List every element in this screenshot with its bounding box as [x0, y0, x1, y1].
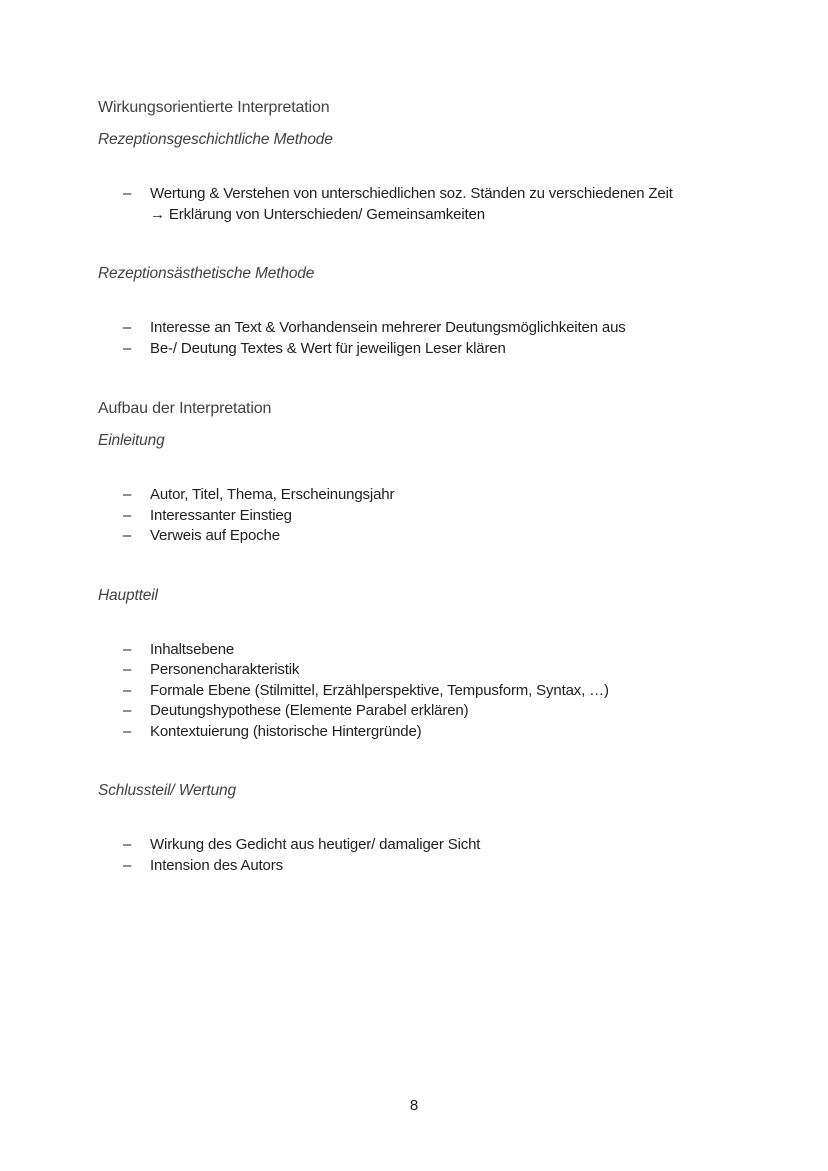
subheading-rezeptionsgeschichtliche-methode: Rezeptionsgeschichtliche Methode	[98, 131, 333, 148]
list-item-text: Inhaltsebene	[150, 640, 235, 658]
dash-bullet: –	[123, 527, 132, 544]
bullet-list-schlussteil	[98, 835, 738, 876]
list-item	[98, 660, 738, 681]
bullet-list-rezeptionsgeschichtliche	[98, 184, 738, 225]
dash-bullet: –	[123, 702, 132, 719]
dash-bullet: –	[123, 836, 132, 853]
bullet-list-rezeptionsaesthetische	[98, 318, 738, 359]
list-item	[98, 184, 738, 225]
bullet-list-hauptteil	[98, 640, 738, 743]
list-item-text: Intension des Autors	[150, 856, 283, 874]
page-number: 8	[409, 1097, 419, 1114]
dash-bullet: –	[123, 506, 132, 524]
list-item	[98, 506, 738, 527]
section-heading-aufbau-der-interpretation: Aufbau der Interpretation	[98, 400, 272, 417]
subheading-einleitung: Einleitung	[98, 432, 165, 449]
dash-bullet: –	[123, 339, 132, 357]
list-item-text: Deutungshypothese (Elemente Parabel erklären)	[150, 702, 469, 719]
list-item	[98, 681, 738, 702]
subheading-schlussteil-wertung: Schlussteil/ Wertung	[98, 782, 236, 799]
list-item-text-continuation: → Erklärung von Unterschieden/ Gemeinsamkeiten	[150, 205, 485, 223]
list-item-text: Formale Ebene (Stilmittel, Erzählperspektive, Tempusform, Syntax, …)	[150, 681, 609, 699]
list-item	[98, 640, 738, 661]
list-item-text: Be-/ Deutung Textes & Wert für jeweiligen Leser klären	[150, 339, 506, 357]
list-item-text: Verweis auf Epoche	[150, 527, 280, 544]
dash-bullet: –	[123, 722, 132, 740]
dash-bullet: –	[123, 319, 132, 336]
dash-bullet: –	[123, 661, 132, 678]
dash-bullet: –	[123, 185, 132, 202]
dash-bullet: –	[123, 486, 132, 503]
list-item	[98, 526, 738, 547]
list-item	[98, 339, 738, 360]
list-item-text: Interesse an Text & Vorhandensein mehrerer Deutungsmöglichkeiten aus	[150, 319, 626, 336]
bullet-list-einleitung	[98, 485, 738, 547]
list-item-text: Wirkung des Gedicht aus heutiger/ damaliger Sicht	[150, 836, 481, 853]
list-item	[98, 722, 738, 743]
list-item-text: Personencharakteristik	[150, 661, 300, 678]
list-item-text: Wertung & Verstehen von unterschiedlichen soz. Ständen zu verschiedenen Zeit	[150, 185, 673, 202]
list-item	[98, 835, 738, 856]
section-heading-wirkungsorientierte-interpretation: Wirkungsorientierte Interpretation	[98, 99, 330, 116]
subheading-rezeptionsaesthetische-methode: Rezeptionsästhetische Methode	[98, 265, 315, 282]
subheading-hauptteil: Hauptteil	[98, 586, 158, 604]
list-item	[98, 485, 738, 506]
dash-bullet: –	[123, 681, 132, 699]
list-item	[98, 856, 738, 877]
list-item-text: Autor, Titel, Thema, Erscheinungsjahr	[150, 486, 395, 503]
list-item-text: Interessanter Einstieg	[150, 506, 292, 524]
list-item	[98, 701, 738, 722]
dash-bullet: –	[123, 856, 132, 874]
dash-bullet: –	[123, 640, 132, 658]
list-item-text: Kontextuierung (historische Hintergründe)	[150, 722, 422, 740]
list-item	[98, 318, 738, 339]
